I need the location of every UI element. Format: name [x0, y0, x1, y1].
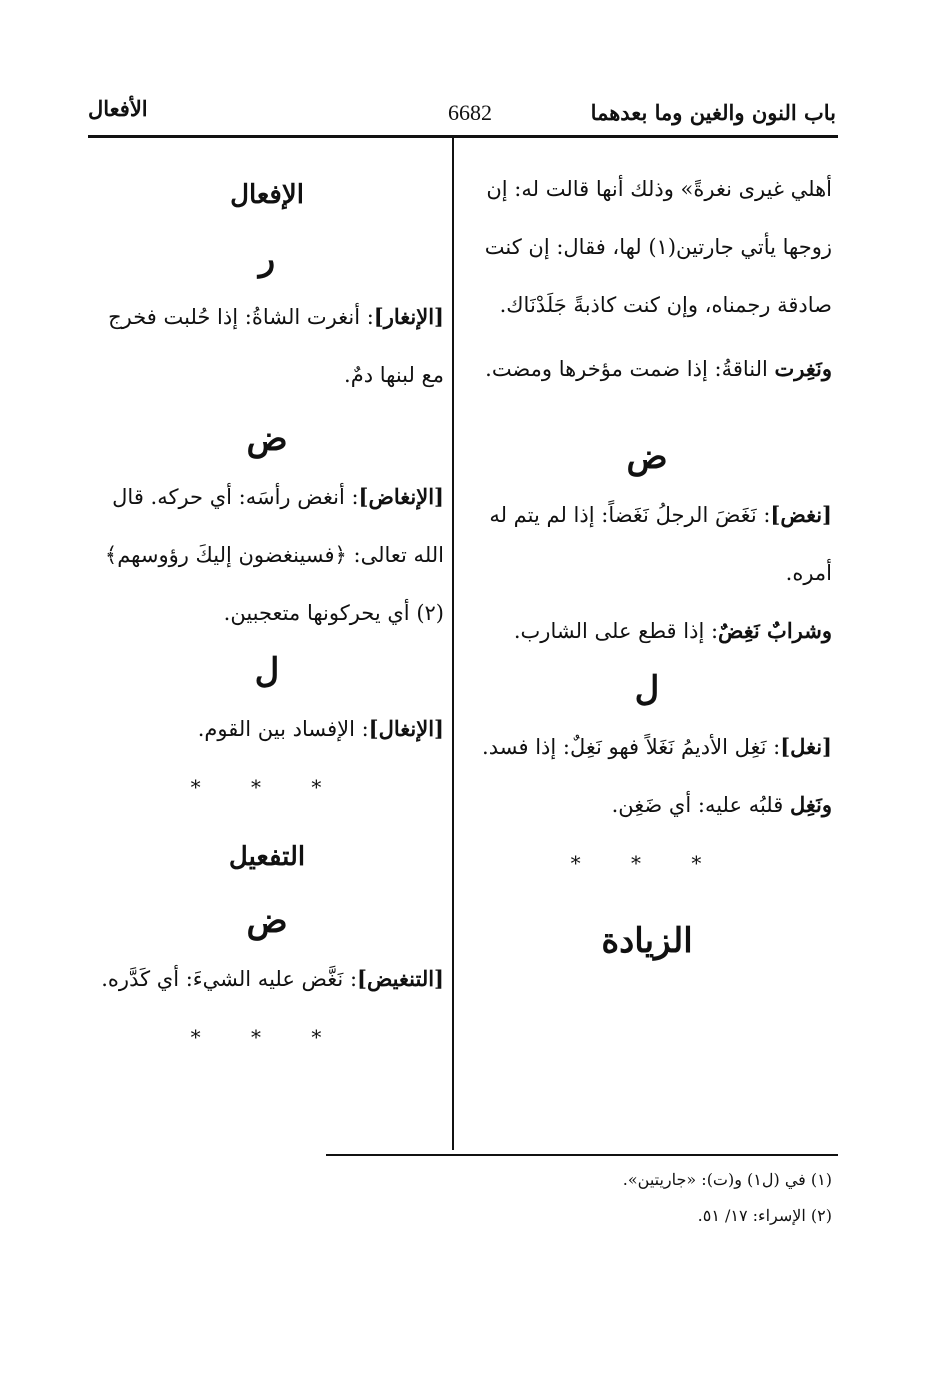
- column-divider: [452, 136, 454, 1150]
- entry-term: ونَغِرت: [774, 356, 832, 381]
- entry-text: : أنغرت الشاةُ: إذا حُلبت فخرج مع لبنها دمٌ.: [108, 305, 444, 387]
- left-column: [90, 160, 444, 1066]
- right-column: [462, 160, 832, 970]
- entry-text: : نَغَّض عليه الشيءَ: أي كَدَّره.: [101, 967, 358, 991]
- section-title: التفعيل: [228, 842, 306, 872]
- section-letter: ض: [626, 437, 668, 477]
- section-letter: ر: [258, 239, 276, 279]
- section-letter: ل: [634, 669, 660, 709]
- entry-term: وشرابٌ نَغِضٌ: [718, 618, 832, 643]
- paragraph: أهلي غيرى نغرةً» وذلك أنها قالت له: إن زوجها يأتي جارتين(١) لها، فقال: إن كنت صادقة رجمناه، وإن كنت كاذبةً جَلَدْنَاك.: [484, 177, 832, 317]
- entry-term: [نغض]: [770, 502, 832, 527]
- entry-term: ونَغِل: [789, 792, 832, 817]
- section-title: الإفعال: [230, 180, 304, 210]
- header-rule: [88, 135, 838, 138]
- footnote-rule: [326, 1154, 838, 1156]
- entry-text: الناقةُ: إذا ضمت مؤخرها ومضت.: [485, 357, 775, 381]
- paragraph: [462, 486, 832, 602]
- entry-term: [الإنغاض]: [358, 484, 444, 509]
- running-header-section: الأفعال: [88, 96, 148, 121]
- entry-text: : نَغِل الأديمُ نَغَلاً فهو نَغِلٌ: إذا فسد.: [482, 735, 781, 759]
- section-separator: * * *: [190, 775, 344, 799]
- running-header-chapter: باب النون والغين وما بعدهما: [590, 100, 836, 125]
- paragraph: [462, 340, 832, 398]
- section-separator: * * *: [570, 851, 724, 875]
- paragraph: [462, 718, 832, 776]
- page-number: 6682: [448, 100, 492, 125]
- entry-term: [التنغيض]: [357, 966, 444, 991]
- section-letter: ض: [246, 901, 288, 941]
- footnote-1: (١) في (ل١) و(ت): «جاريتين».: [622, 1170, 832, 1189]
- entry-text: قلبُه عليه: أي ضَغِن.: [611, 793, 790, 817]
- section-letter: ل: [254, 651, 280, 691]
- paragraph: [90, 468, 444, 642]
- entry-term: [الإنغار]: [373, 304, 444, 329]
- entry-text: : أنغض رأسَه: أي حركه. قال الله تعالى: ﴿فسينغضون إليكَ رؤوسهم﴾(٢) أي يحركونها متعجبين.: [104, 485, 444, 625]
- paragraph: [462, 602, 832, 660]
- entry-text: : نَغَضَ الرجلُ نَغَضاً: إذا لم يتم له أمره.: [489, 503, 832, 585]
- paragraph: [462, 776, 832, 834]
- entry-text: : الإفساد بين القوم.: [197, 717, 369, 741]
- entry-term: [الإنغال]: [368, 716, 444, 741]
- footnote-2: (٢) الإسراء: ١٧/ ٥١.: [697, 1206, 832, 1225]
- section-letter: ض: [246, 419, 288, 459]
- paragraph: [90, 288, 444, 404]
- section-separator: * * *: [190, 1025, 344, 1049]
- entry-text: : إذا قطع على الشارب.: [513, 619, 719, 643]
- section-title: الزيادة: [601, 921, 693, 961]
- entry-term: [نغل]: [780, 734, 832, 759]
- paragraph: [90, 950, 444, 1008]
- paragraph: [90, 700, 444, 758]
